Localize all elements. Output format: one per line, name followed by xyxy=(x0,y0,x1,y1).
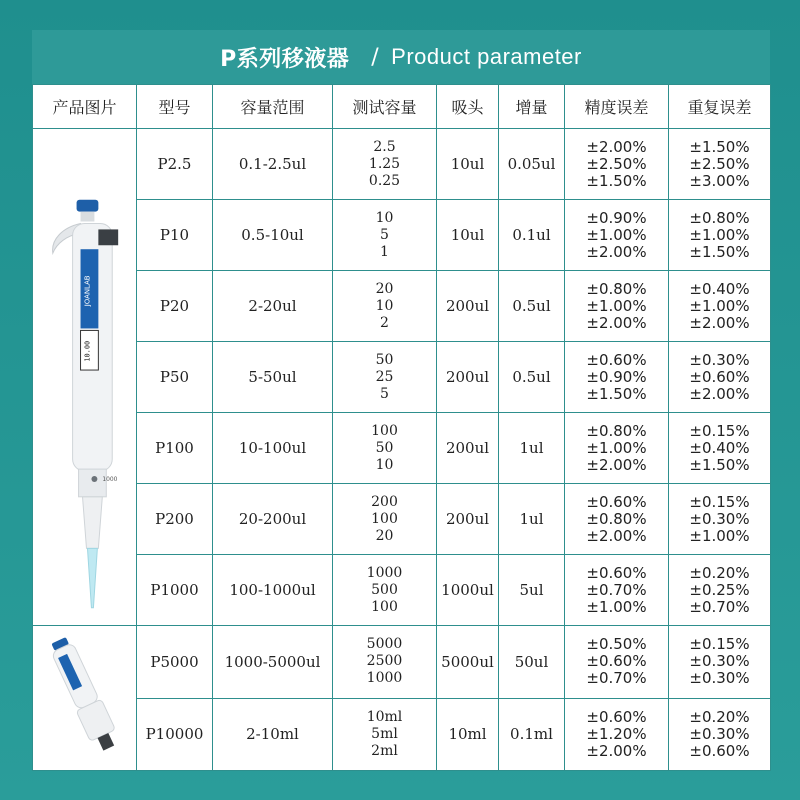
model-cell: P200 xyxy=(137,484,213,555)
accuracy-cell xyxy=(565,342,669,413)
test-volume-cell-line: 1 xyxy=(380,243,389,260)
accuracy-cell-line: ±0.80% xyxy=(586,509,647,528)
accuracy-cell-line: ±1.00% xyxy=(586,225,647,244)
tip-cell: 200ul xyxy=(437,342,499,413)
test-volume-cell-line: 2.5 xyxy=(373,138,396,155)
image-cell-single-channel xyxy=(33,129,137,626)
repeatability-cell-line: ±2.50% xyxy=(689,154,750,173)
repeatability-cell-line: ±0.30% xyxy=(689,652,750,671)
tip-cell: 200ul xyxy=(437,484,499,555)
repeatability-cell xyxy=(669,555,771,626)
repeatability-cell-line: ±0.40% xyxy=(689,438,750,457)
col-header-test-volume: 测试容量 xyxy=(333,85,437,129)
title-en: Product parameter xyxy=(391,44,582,69)
repeatability-cell-line: ±1.00% xyxy=(689,225,750,244)
repeatability-cell-line: ±0.30% xyxy=(689,509,750,528)
accuracy-cell xyxy=(565,555,669,626)
test-volume-cell xyxy=(333,342,437,413)
increment-cell: 5ul xyxy=(499,555,565,626)
accuracy-cell-line: ±0.80% xyxy=(586,421,647,440)
test-volume-cell-line: 200 xyxy=(371,493,398,510)
range-cell: 0.5-10ul xyxy=(213,200,333,271)
test-volume-cell xyxy=(333,413,437,484)
range-cell: 20-200ul xyxy=(213,484,333,555)
accuracy-cell xyxy=(565,413,669,484)
repeatability-cell-line: ±2.00% xyxy=(689,384,750,403)
single-channel-pipette-image xyxy=(33,130,136,620)
large-volume-pipette-image xyxy=(33,626,136,766)
repeatability-cell-line: ±0.15% xyxy=(689,635,750,654)
accuracy-cell-line: ±0.50% xyxy=(586,635,647,654)
table-title xyxy=(32,30,770,84)
test-volume-cell-line: 0.25 xyxy=(368,172,401,189)
accuracy-cell-line: ±0.70% xyxy=(586,669,647,688)
parameter-card xyxy=(32,30,770,770)
repeatability-cell-line: ±0.25% xyxy=(689,580,750,599)
repeatability-cell-line: ±2.00% xyxy=(689,313,750,332)
increment-cell: 1ul xyxy=(499,484,565,555)
accuracy-cell-line: ±0.90% xyxy=(586,208,647,227)
accuracy-cell-line: ±2.00% xyxy=(586,137,647,156)
table-row xyxy=(33,626,771,699)
accuracy-cell-line: ±2.00% xyxy=(586,242,647,261)
test-volume-cell xyxy=(333,129,437,200)
tip-cell: 10ul xyxy=(437,129,499,200)
increment-cell: 0.1ml xyxy=(499,698,565,771)
volume-display-text: 10.00 xyxy=(83,340,92,362)
test-volume-cell-line: 10 xyxy=(375,209,394,226)
col-header-range: 容量范围 xyxy=(213,85,333,129)
model-cell: P10000 xyxy=(137,698,213,771)
repeatability-cell-line: ±0.20% xyxy=(689,707,750,726)
range-cell: 5-50ul xyxy=(213,342,333,413)
test-volume-cell-line: 2500 xyxy=(366,653,403,670)
tip-cell: 5000ul xyxy=(437,626,499,699)
accuracy-cell-line: ±1.50% xyxy=(586,384,647,403)
increment-cell: 0.05ul xyxy=(499,129,565,200)
test-volume-cell-line: 2ml xyxy=(371,742,398,759)
table-row xyxy=(33,698,771,771)
accuracy-cell-line: ±0.80% xyxy=(586,279,647,298)
tip-cell: 200ul xyxy=(437,413,499,484)
repeatability-cell xyxy=(669,698,771,771)
range-cell: 2-20ul xyxy=(213,271,333,342)
accuracy-cell-line: ±1.50% xyxy=(586,171,647,190)
test-volume-cell-line: 25 xyxy=(375,368,394,385)
repeatability-cell-line: ±0.80% xyxy=(689,208,750,227)
accuracy-cell-line: ±2.00% xyxy=(586,741,647,760)
range-cell: 1000-5000ul xyxy=(213,626,333,699)
model-cell: P100 xyxy=(137,413,213,484)
accuracy-cell xyxy=(565,484,669,555)
increment-cell: 0.5ul xyxy=(499,271,565,342)
accuracy-cell-line: ±0.60% xyxy=(586,563,647,582)
repeatability-cell-line: ±0.30% xyxy=(689,669,750,688)
tip-cell: 1000ul xyxy=(437,555,499,626)
increment-cell: 0.1ul xyxy=(499,200,565,271)
tip-cell: 10ml xyxy=(437,698,499,771)
range-cell: 100-1000ul xyxy=(213,555,333,626)
accuracy-cell-line: ±2.00% xyxy=(586,526,647,545)
repeatability-cell-line: ±0.60% xyxy=(689,741,750,760)
repeatability-cell-line: ±1.00% xyxy=(689,296,750,315)
test-volume-cell-line: 1000 xyxy=(366,564,403,581)
parameter-table xyxy=(32,84,771,771)
test-volume-cell-line: 1000 xyxy=(366,670,403,687)
test-volume-cell-line: 50 xyxy=(375,351,394,368)
test-volume-cell-line: 10 xyxy=(375,297,394,314)
repeatability-cell-line: ±1.50% xyxy=(689,455,750,474)
accuracy-cell xyxy=(565,626,669,699)
test-volume-cell-line: 5ml xyxy=(371,725,398,742)
repeatability-cell-line: ±3.00% xyxy=(689,171,750,190)
repeatability-cell-line: ±0.70% xyxy=(689,597,750,616)
test-volume-cell xyxy=(333,626,437,699)
repeatability-cell-line: ±0.60% xyxy=(689,367,750,386)
accuracy-cell xyxy=(565,698,669,771)
accuracy-cell-line: ±1.00% xyxy=(586,296,647,315)
repeatability-cell xyxy=(669,200,771,271)
test-volume-cell-line: 5000 xyxy=(366,636,403,653)
test-volume-cell-line: 50 xyxy=(375,439,394,456)
increment-cell: 1ul xyxy=(499,413,565,484)
model-cell: P20 xyxy=(137,271,213,342)
col-header-increment: 增量 xyxy=(499,85,565,129)
test-volume-cell-line: 100 xyxy=(371,598,398,615)
accuracy-cell-line: ±0.70% xyxy=(586,580,647,599)
repeatability-cell xyxy=(669,129,771,200)
title-cn: P系列移液器 xyxy=(220,46,350,72)
repeatability-cell xyxy=(669,626,771,699)
test-volume-cell-line: 500 xyxy=(371,581,398,598)
test-volume-cell-line: 20 xyxy=(375,527,394,544)
range-cell: 0.1-2.5ul xyxy=(213,129,333,200)
repeatability-cell xyxy=(669,271,771,342)
brand-logo-text: JOANLAB xyxy=(83,275,92,307)
model-cell: P5000 xyxy=(137,626,213,699)
accuracy-cell-line: ±1.20% xyxy=(586,724,647,743)
increment-cell: 0.5ul xyxy=(499,342,565,413)
col-header-model: 型号 xyxy=(137,85,213,129)
test-volume-cell-line: 20 xyxy=(375,280,394,297)
accuracy-cell xyxy=(565,129,669,200)
accuracy-cell xyxy=(565,271,669,342)
test-volume-cell-line: 1.25 xyxy=(368,155,401,172)
test-volume-cell xyxy=(333,484,437,555)
repeatability-cell-line: ±0.20% xyxy=(689,563,750,582)
repeatability-cell-line: ±0.15% xyxy=(689,421,750,440)
table-row xyxy=(33,271,771,342)
repeatability-cell xyxy=(669,342,771,413)
model-cell: P50 xyxy=(137,342,213,413)
table-row xyxy=(33,484,771,555)
table-row xyxy=(33,555,771,626)
table-row xyxy=(33,200,771,271)
accuracy-cell-line: ±1.00% xyxy=(586,438,647,457)
col-header-image: 产品图片 xyxy=(33,85,137,129)
accuracy-cell xyxy=(565,200,669,271)
range-cell: 2-10ml xyxy=(213,698,333,771)
repeatability-cell-line: ±0.40% xyxy=(689,279,750,298)
model-cell: P2.5 xyxy=(137,129,213,200)
accuracy-cell-line: ±0.90% xyxy=(586,367,647,386)
test-volume-cell xyxy=(333,555,437,626)
table-row xyxy=(33,129,771,200)
col-header-repeatability: 重复误差 xyxy=(669,85,771,129)
volume-mark-text: 1000 xyxy=(102,475,118,483)
repeatability-cell-line: ±0.15% xyxy=(689,492,750,511)
test-volume-cell-line: 100 xyxy=(371,422,398,439)
test-volume-cell xyxy=(333,698,437,771)
accuracy-cell-line: ±2.00% xyxy=(586,313,647,332)
test-volume-cell-line: 2 xyxy=(380,314,389,331)
image-cell-large-volume xyxy=(33,626,137,771)
accuracy-cell-line: ±0.60% xyxy=(586,350,647,369)
accuracy-cell-line: ±0.60% xyxy=(586,492,647,511)
col-header-accuracy: 精度误差 xyxy=(565,85,669,129)
table-row xyxy=(33,413,771,484)
test-volume-cell-line: 5 xyxy=(380,226,389,243)
model-cell: P1000 xyxy=(137,555,213,626)
test-volume-cell xyxy=(333,271,437,342)
header-row xyxy=(33,85,771,129)
accuracy-cell-line: ±1.00% xyxy=(586,597,647,616)
accuracy-cell-line: ±2.00% xyxy=(586,455,647,474)
title-separator: / xyxy=(371,44,380,70)
accuracy-cell-line: ±2.50% xyxy=(586,154,647,173)
table-row xyxy=(33,342,771,413)
test-volume-cell-line: 10 xyxy=(375,456,394,473)
tip-cell: 10ul xyxy=(437,200,499,271)
range-cell: 10-100ul xyxy=(213,413,333,484)
repeatability-cell-line: ±1.50% xyxy=(689,242,750,261)
col-header-tip: 吸头 xyxy=(437,85,499,129)
test-volume-cell-line: 10ml xyxy=(366,708,403,725)
test-volume-cell xyxy=(333,200,437,271)
repeatability-cell xyxy=(669,484,771,555)
test-volume-cell-line: 100 xyxy=(371,510,398,527)
repeatability-cell-line: ±1.50% xyxy=(689,137,750,156)
repeatability-cell-line: ±0.30% xyxy=(689,350,750,369)
repeatability-cell-line: ±1.00% xyxy=(689,526,750,545)
repeatability-cell-line: ±0.30% xyxy=(689,724,750,743)
accuracy-cell-line: ±0.60% xyxy=(586,652,647,671)
accuracy-cell-line: ±0.60% xyxy=(586,707,647,726)
repeatability-cell xyxy=(669,413,771,484)
model-cell: P10 xyxy=(137,200,213,271)
test-volume-cell-line: 5 xyxy=(380,385,389,402)
tip-cell: 200ul xyxy=(437,271,499,342)
increment-cell: 50ul xyxy=(499,626,565,699)
